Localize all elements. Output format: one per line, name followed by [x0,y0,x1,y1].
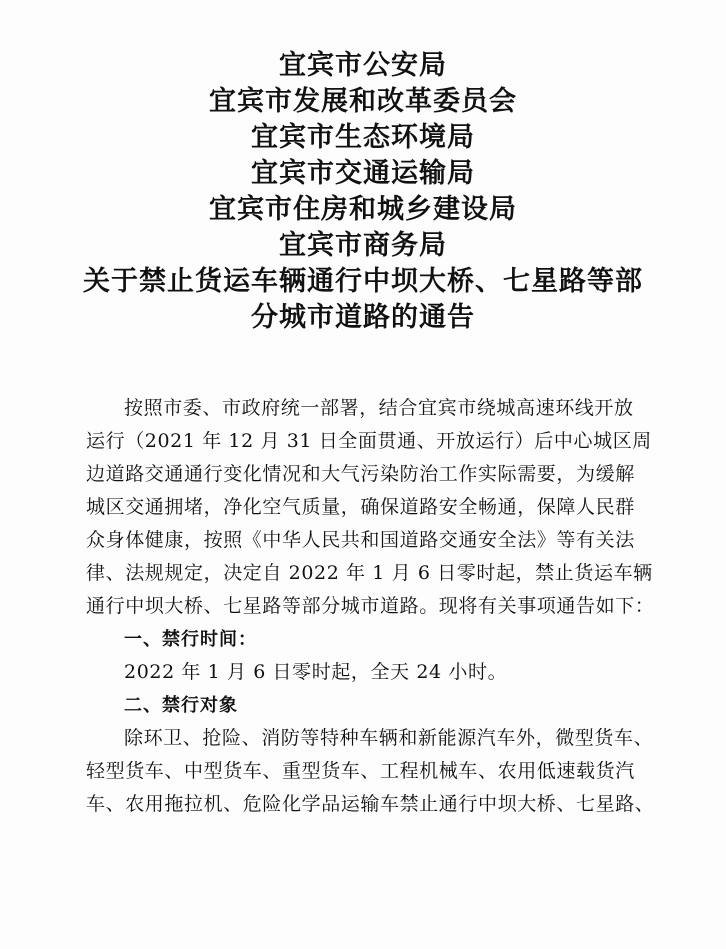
issuer-line: 宜宾市发展和改革委员会 [209,86,517,117]
section-line: 除环卫、抢险、消防等特种车辆和新能源汽车外，微型货车、 [124,727,654,749]
intro-paragraph-line: 众身体健康，按照《中华人民共和国道路交通安全法》等有关法 [86,529,635,551]
intro-paragraph-line: 律、法规规定，决定自 2022 年 1 月 6 日零时起，禁止货运车辆 [86,562,653,584]
issuer-line: 宜宾市生态环境局 [251,122,475,153]
issuer-line: 宜宾市公安局 [279,50,447,81]
intro-paragraph-line: 按照市委、市政府统一部署，结合宜宾市绕城高速环线开放 [124,397,634,419]
document-body [86,392,666,821]
section-line: 车、农用拖拉机、危险化学品运输车禁止通行中坝大桥、七星路、 [86,793,655,815]
section-heading-ban-time: 一、禁行时间： [124,629,257,650]
intro-paragraph-line: 通行中坝大桥、七星路等部分城市道路。现将有关事项通告如下： [86,595,655,617]
intro-paragraph-line: 边道路交通通行变化情况和大气污染防治工作实际需要，为缓解 [86,463,635,485]
intro-paragraph-line: 运行（2021 年 12 月 31 日全面贯通、开放运行）后中心城区周 [86,430,652,452]
intro-paragraph-line: 城区交通拥堵，净化空气质量，确保道路安全畅通，保障人民群 [86,496,635,518]
section-heading-ban-target: 二、禁行对象 [124,695,238,716]
section-line: 2022 年 1 月 6 日零时起，全天 24 小时。 [124,661,508,683]
issuer-line: 宜宾市商务局 [279,230,447,261]
document-title-line: 分城市道路的通告 [251,302,475,333]
section-line: 轻型货车、中型货车、重型货车、工程机械车、农用低速载货汽 [86,760,635,782]
document-title-line: 关于禁止货运车辆通行中坝大桥、七星路等部 [83,266,643,297]
document-header [0,48,726,336]
issuer-line: 宜宾市交通运输局 [251,158,475,189]
issuer-line: 宜宾市住房和城乡建设局 [209,194,517,225]
